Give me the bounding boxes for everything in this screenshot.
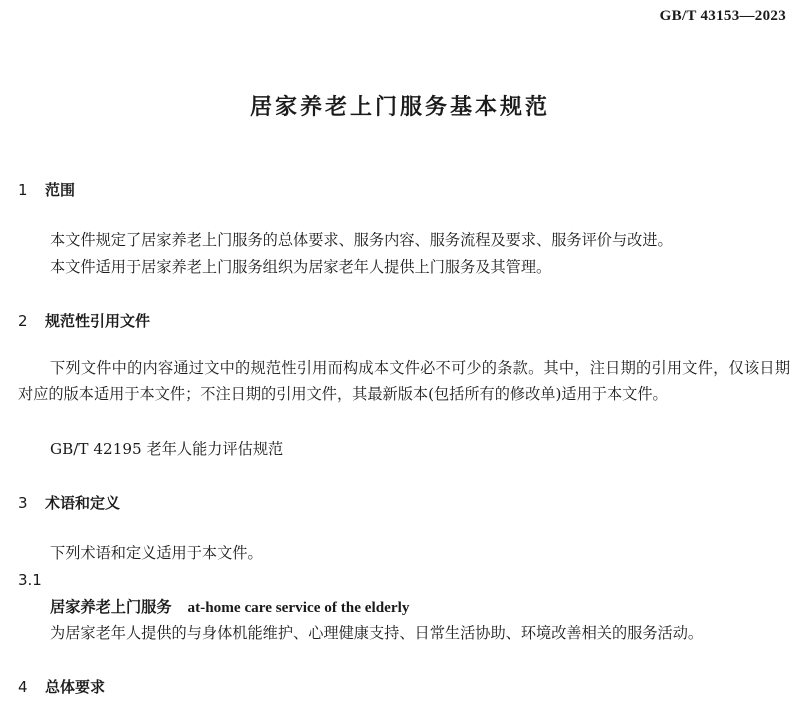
section-4-heading — [18, 676, 105, 697]
section-number: 3 — [18, 494, 28, 512]
section-title: 规范性引用文件 — [45, 312, 151, 330]
term-name-en: at-home care service of the elderly — [187, 599, 410, 616]
section-2-heading — [18, 310, 150, 331]
section-number: 1 — [18, 181, 28, 199]
section-number: 4 — [18, 678, 28, 696]
section-title: 术语和定义 — [45, 494, 121, 512]
section-title: 总体要求 — [45, 678, 106, 696]
term-definition: 为居家老年人提供的与身体机能维护、心理健康支持、日常生活协助、环境改善相关的服务活动。 — [50, 624, 704, 642]
standard-code: GB/T 43153—2023 — [659, 8, 786, 24]
section-title: 范围 — [45, 181, 76, 199]
section-1-paragraph-1: 本文件规定了居家养老上门服务的总体要求、服务内容、服务流程及要求、服务评价与改进。 — [50, 231, 673, 249]
normative-reference: GB/T 42195 老年人能力评估规范 — [50, 440, 284, 458]
section-3-heading — [18, 492, 120, 513]
term-name-zh: 居家养老上门服务 — [50, 598, 172, 616]
term-heading — [50, 596, 409, 617]
section-number: 2 — [18, 312, 28, 330]
section-2-paragraph-1: 下列文件中的内容通过文中的规范性引用而构成本文件必不可少的条款。其中，注日期的引用文件，仅该日期对应的版本适用于本文件；不注日期的引用文件，其最新版本(包括所有的修改单)适用于本文件。 — [18, 359, 790, 403]
section-3-paragraph-1: 下列术语和定义适用于本文件。 — [50, 544, 263, 562]
section-1-paragraph-2: 本文件适用于居家养老上门服务组织为居家老年人提供上门服务及其管理。 — [50, 258, 552, 276]
term-number: 3.1 — [18, 571, 42, 589]
document-title: 居家养老上门服务基本规范 — [249, 95, 550, 120]
section-1-heading — [18, 179, 75, 200]
